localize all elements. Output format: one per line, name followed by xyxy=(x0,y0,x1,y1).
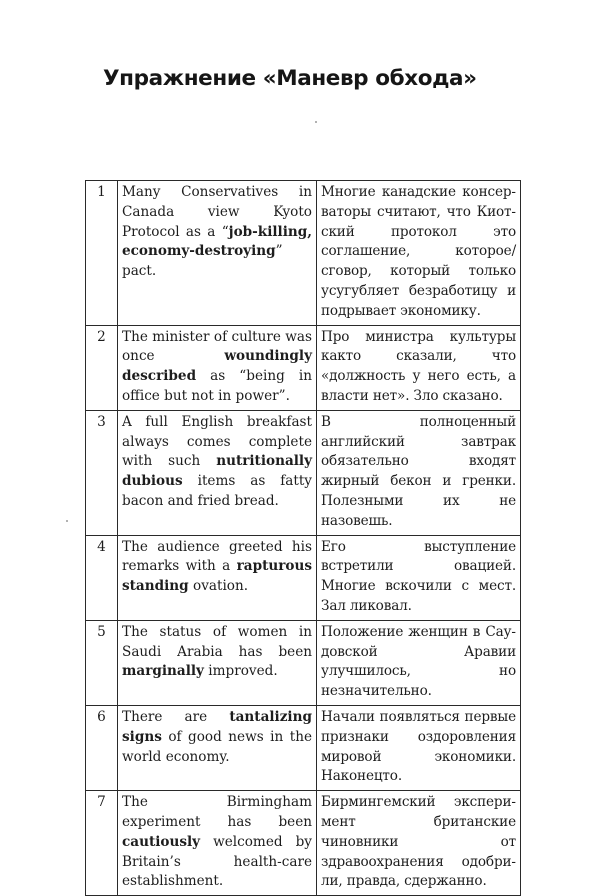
russian-translation-cell xyxy=(317,181,521,326)
text-segment: Начали появляться первые признаки оздоровления мировой экономики. Наконецто. xyxy=(321,708,516,785)
english-sentence-cell xyxy=(118,535,317,620)
english-sentence-cell xyxy=(118,410,317,535)
text-segment: The audience greeted his remarks with a xyxy=(122,538,312,575)
highlighted-phrase: job-killing, economy-destroying xyxy=(122,223,312,260)
exercise-title: Упражнение «Маневр обхода» xyxy=(103,66,477,91)
table-row xyxy=(86,791,521,896)
text-segment: Про министра культуры както сказали, что «должность у него есть, а власти нет». Зло сказано. xyxy=(321,328,516,404)
table-row xyxy=(86,620,521,705)
row-number: 4 xyxy=(86,535,118,620)
russian-translation-cell xyxy=(317,535,521,620)
text-segment: Многие канадские консерваторы считают, что Киотский протокол это соглашение, которое/сговор, который только усугубляет безработицу и подрывает экономику. xyxy=(321,184,516,319)
table-row xyxy=(86,325,521,410)
text-segment: ovation. xyxy=(188,578,249,595)
text-segment: Бирмингемский эксперимент британские чиновники от здравоохранения одобрили, правда, сдержанно. xyxy=(321,794,516,890)
table-row xyxy=(86,705,521,790)
text-segment: welcomed by Britain’s health-care establishment. xyxy=(122,833,312,890)
text-segment: as “being in office but not in power”. xyxy=(122,368,312,404)
exercise-table-body xyxy=(86,181,521,896)
russian-translation-cell xyxy=(317,620,521,705)
text-segment: Many Conservatives in Canada view Kyoto Protocol as a “ xyxy=(122,184,312,240)
highlighted-phrase: cautiously xyxy=(122,833,201,850)
row-number: 1 xyxy=(86,181,118,326)
text-segment: Его выступление встретили овацией. Многие вскочили с мест. Зал ликовал. xyxy=(321,538,516,614)
print-speck xyxy=(66,520,68,522)
russian-translation-cell xyxy=(317,410,521,535)
text-segment: items as fatty bacon and fried bread. xyxy=(122,473,312,509)
text-segment: ” pact. xyxy=(122,243,283,280)
highlighted-phrase: nutritionally dubious xyxy=(122,453,312,490)
russian-translation-cell xyxy=(317,791,521,896)
english-sentence-cell xyxy=(118,181,317,326)
row-number: 2 xyxy=(86,325,118,410)
english-sentence-cell xyxy=(118,620,317,705)
text-segment: There are xyxy=(122,708,230,725)
row-number: 7 xyxy=(86,791,118,896)
text-segment: improved. xyxy=(203,663,278,680)
highlighted-phrase: marginally xyxy=(122,663,204,680)
text-segment: of good news in the world economy. xyxy=(122,728,312,765)
row-number: 6 xyxy=(86,705,118,790)
text-segment: The Birmingham experiment has been xyxy=(122,794,312,830)
english-sentence-cell xyxy=(118,325,317,410)
table-row xyxy=(86,181,521,326)
exercise-table xyxy=(85,180,521,896)
row-number: 5 xyxy=(86,620,118,705)
text-segment: В полноценный английский завтрак обязательно входят жирный бекон и гренки. Полезными их не назовешь. xyxy=(321,413,516,529)
highlighted-phrase: rapturous standing xyxy=(122,558,312,595)
highlighted-phrase: woundingly described xyxy=(122,348,312,385)
text-segment: The status of women in Saudi Arabia has been xyxy=(122,623,312,660)
english-sentence-cell xyxy=(118,791,317,896)
russian-translation-cell xyxy=(317,325,521,410)
highlighted-phrase: tantalizing signs xyxy=(122,708,312,745)
print-speck xyxy=(315,121,317,123)
russian-translation-cell xyxy=(317,705,521,790)
text-segment: The minister of culture was once xyxy=(122,328,312,365)
english-sentence-cell xyxy=(118,705,317,790)
table-row xyxy=(86,535,521,620)
text-segment: A full English breakfast always comes complete with such xyxy=(122,413,312,470)
text-segment: Положение женщин в Саудовской Аравии улучшилось, но незначительно. xyxy=(321,623,516,700)
row-number: 3 xyxy=(86,410,118,535)
table-row xyxy=(86,410,521,535)
